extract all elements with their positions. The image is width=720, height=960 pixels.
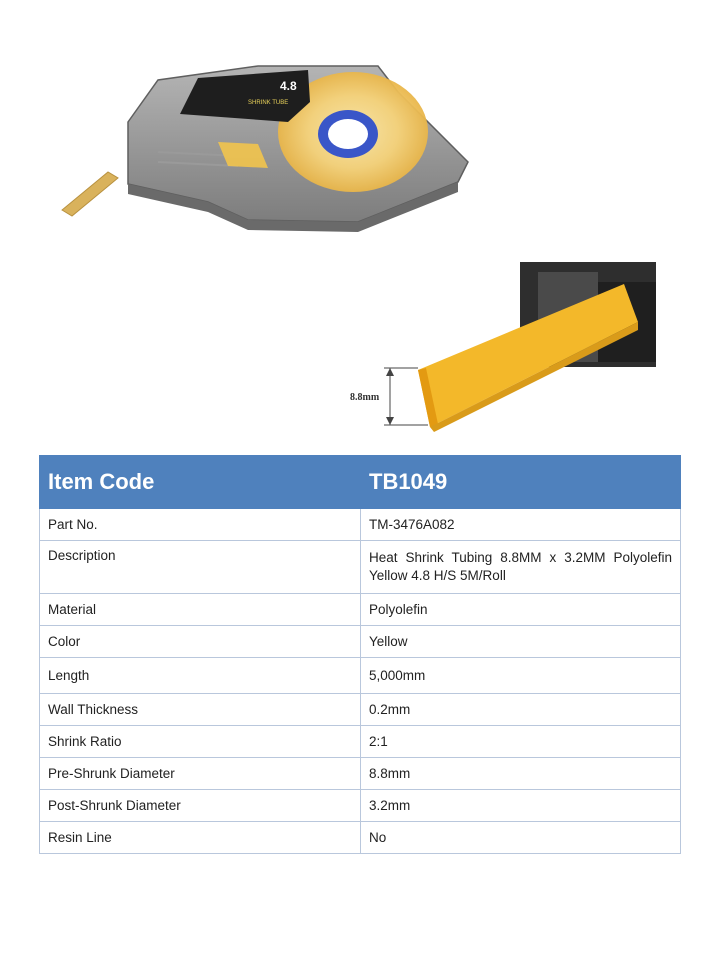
table-row: [40, 541, 681, 594]
row-label: Post-Shrunk Diameter: [40, 790, 361, 822]
tube-dimension-label: 8.8mm: [350, 392, 380, 403]
row-value: Heat Shrink Tubing 8.8MM x 3.2MM Polyolefin Yellow 4.8 H/S 5M/Roll: [361, 541, 681, 594]
row-value: Yellow: [361, 626, 681, 658]
header-label: Item Code: [40, 456, 361, 509]
row-label: Part No.: [40, 509, 361, 541]
cartridge-size-label: 4.8: [280, 79, 297, 93]
table-row: [40, 694, 681, 726]
row-value: No: [361, 822, 681, 854]
row-label: Wall Thickness: [40, 694, 361, 726]
row-label: Resin Line: [40, 822, 361, 854]
shrink-tube-photo: [338, 262, 656, 437]
table-row: [40, 509, 681, 541]
table-row: [40, 658, 681, 694]
row-label: Pre-Shrunk Diameter: [40, 758, 361, 790]
row-label: Shrink Ratio: [40, 726, 361, 758]
spec-table: [39, 455, 681, 854]
row-label: Description: [40, 541, 361, 594]
table-row: [40, 626, 681, 658]
table-row: [40, 594, 681, 626]
table-row: [40, 726, 681, 758]
row-value: 0.2mm: [361, 694, 681, 726]
table-row: [40, 758, 681, 790]
row-value: 5,000mm: [361, 658, 681, 694]
row-value: 2:1: [361, 726, 681, 758]
row-value: TM-3476A082: [361, 509, 681, 541]
table-row: [40, 790, 681, 822]
table-row: [40, 822, 681, 854]
row-label: Material: [40, 594, 361, 626]
cartridge-type-label: SHRINK TUBE: [248, 100, 289, 106]
tape-cartridge-photo: [48, 52, 488, 232]
header-value: TB1049: [361, 456, 681, 509]
table-header-row: [40, 456, 681, 509]
row-value: Polyolefin: [361, 594, 681, 626]
row-value: 8.8mm: [361, 758, 681, 790]
row-value: 3.2mm: [361, 790, 681, 822]
row-label: Color: [40, 626, 361, 658]
row-label: Length: [40, 658, 361, 694]
